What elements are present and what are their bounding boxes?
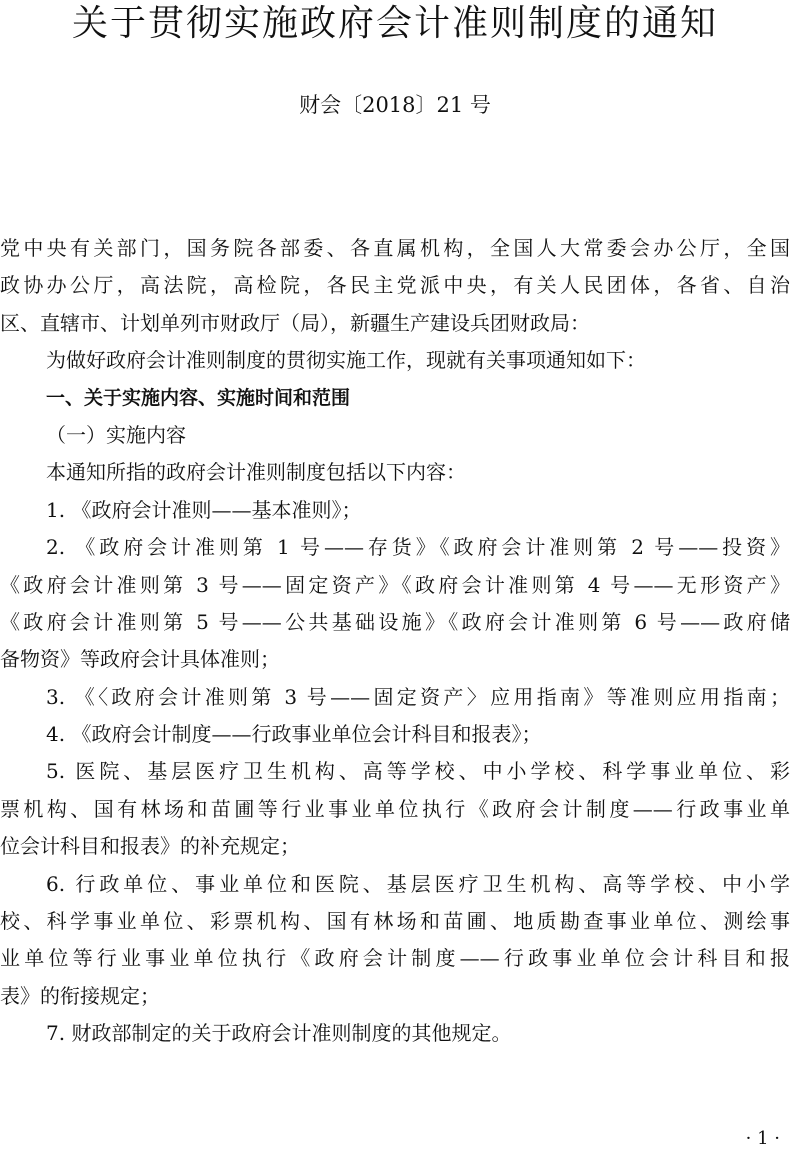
list-item-2-line-1: 2. 《政府会计准则第 1 号——存货》《政府会计准则第 2 号——投资》	[46, 535, 790, 560]
list-item-6-line-1: 6. 行政单位、事业单位和医院、基层医疗卫生机构、高等学校、中小学	[46, 871, 790, 896]
section-heading-1: 一、关于实施内容、实施时间和范围	[46, 386, 351, 409]
list-item-2-line-4: 备物资》等政府会计具体准则；	[0, 647, 280, 672]
addressee-line-1: 党中央有关部门，国务院各部委、各直属机构，全国人大常委会办公厅，全国	[0, 236, 790, 260]
page-number: · 1 ·	[745, 1128, 780, 1149]
addressee-line-3: 区、直辖市、计划单列市财政厅（局），新疆生产建设兵团财政局：	[0, 310, 590, 335]
list-item-3: 3. 《〈政府会计准则第 3 号——固定资产〉应用指南》等准则应用指南；	[46, 684, 790, 709]
list-item-6-line-4: 表》的衔接规定；	[0, 983, 160, 1008]
list-item-6-line-2: 校、科学事业单位、彩票机构、国有林场和苗圃、地质勘查事业单位、测绘事	[0, 909, 790, 934]
list-item-6-line-3: 业单位等行业事业单位执行《政府会计制度——行政事业单位会计科目和报	[0, 946, 790, 971]
intro-paragraph: 为做好政府会计准则制度的贯彻实施工作，现就有关事项通知如下：	[46, 348, 646, 373]
list-item-5-line-3: 位会计科目和报表》的补充规定；	[0, 834, 300, 859]
subsection-heading-1: （一）实施内容	[46, 422, 186, 447]
list-item-7: 7. 财政部制定的关于政府会计准则制度的其他规定。	[46, 1021, 512, 1046]
list-item-5-line-1: 5. 医院、基层医疗卫生机构、高等学校、中小学校、科学事业单位、彩	[46, 759, 790, 784]
document-body	[0, 230, 790, 1053]
list-item-2-line-3: 《政府会计准则第 5 号——公共基础设施》《政府会计准则第 6 号——政府储	[0, 609, 790, 634]
document-number: 财会〔2018〕21 号	[299, 93, 491, 117]
content-intro: 本通知所指的政府会计准则制度包括以下内容：	[46, 460, 466, 485]
document-title: 关于贯彻实施政府会计准则制度的通知	[71, 3, 718, 44]
list-item-5-line-2: 票机构、国有林场和苗圃等行业事业单位执行《政府会计制度——行政事业单	[0, 796, 790, 821]
list-item-1: 1. 《政府会计准则——基本准则》；	[46, 497, 362, 522]
addressee-line-2: 政协办公厅，高法院，高检院，各民主党派中央，有关人民团体，各省、自治	[0, 273, 790, 298]
list-item-2-line-2: 《政府会计准则第 3 号——固定资产》《政府会计准则第 4 号——无形资产》	[0, 572, 790, 597]
list-item-4: 4. 《政府会计制度——行政事业单位会计科目和报表》；	[46, 722, 542, 747]
